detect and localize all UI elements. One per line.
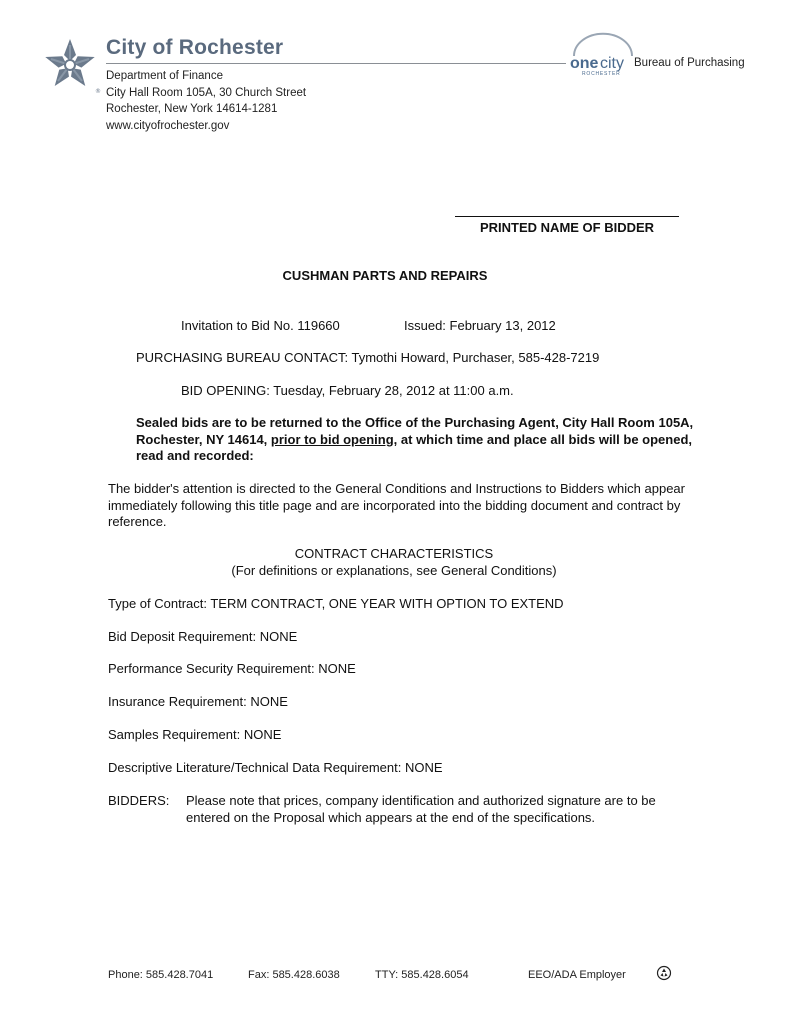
performance-security-requirement: Performance Security Requirement: NONE bbox=[108, 661, 356, 676]
insurance-requirement: Insurance Requirement: NONE bbox=[108, 694, 288, 709]
city-of-rochester-logo-icon bbox=[40, 35, 100, 95]
contract-characteristics-heading: CONTRACT CHARACTERISTICS bbox=[294, 546, 494, 561]
department-name: Department of Finance bbox=[106, 70, 223, 82]
sealed-bids-notice bbox=[136, 415, 696, 465]
sealed-notice-underlined: prior to bid opening bbox=[270, 431, 394, 447]
recycle-seal-icon bbox=[656, 965, 672, 981]
address-line-2: Rochester, New York 14614-1281 bbox=[106, 103, 278, 115]
purchasing-contact: PURCHASING BUREAU CONTACT: Tymothi Howard, Purchaser, 585-428-7219 bbox=[136, 350, 600, 365]
bureau-name: Bureau of Purchasing bbox=[634, 57, 745, 69]
sealed-notice-part2: , at which time and place all bids will be opened, read and recorded: bbox=[136, 431, 693, 463]
onecity-logo bbox=[566, 38, 638, 78]
footer-fax: Fax: 585.428.6038 bbox=[248, 969, 340, 981]
onecity-word-city: city bbox=[600, 55, 624, 72]
bidders-note: Please note that prices, company identification and authorized signature are to be entered on the Proposal which appears at the end of the specifications. bbox=[186, 793, 656, 825]
samples-requirement: Samples Requirement: NONE bbox=[108, 727, 282, 742]
contract-type: Type of Contract: TERM CONTRACT, ONE YEAR WITH OPTION TO EXTEND bbox=[108, 596, 564, 611]
org-name: City of Rochester bbox=[106, 36, 284, 59]
bidder-name-line bbox=[455, 216, 679, 217]
issued-date: Issued: February 13, 2012 bbox=[404, 318, 556, 333]
bidder-name-label: PRINTED NAME OF BIDDER bbox=[480, 220, 655, 235]
website: www.cityofrochester.gov bbox=[106, 119, 230, 132]
invitation-number: Invitation to Bid No. 119660 bbox=[181, 318, 340, 333]
attention-paragraph: The bidder's attention is directed to the General Conditions and Instructions to Bidders which appear immediately following this title page and are incorporated into the bidding document and contract by reference. bbox=[108, 481, 685, 529]
bid-opening: BID OPENING: Tuesday, February 28, 2012 at 11:00 a.m. bbox=[181, 383, 514, 398]
bidders-label: BIDDERS: bbox=[108, 793, 170, 808]
footer-eeo: EEO/ADA Employer bbox=[528, 969, 626, 981]
header-divider bbox=[106, 63, 566, 64]
descriptive-literature-requirement: Descriptive Literature/Technical Data Requirement: NONE bbox=[108, 760, 443, 775]
onecity-word-one: one bbox=[570, 55, 599, 72]
address-line-1: City Hall Room 105A, 30 Church Street bbox=[106, 86, 307, 99]
bid-deposit-requirement: Bid Deposit Requirement: NONE bbox=[108, 629, 298, 644]
project-title: CUSHMAN PARTS AND REPAIRS bbox=[282, 268, 488, 283]
contract-characteristics-subheading: (For definitions or explanations, see General Conditions) bbox=[231, 563, 557, 578]
address-block bbox=[106, 68, 306, 134]
footer-tty: TTY: 585.428.6054 bbox=[375, 969, 469, 981]
sealed-notice-part1: Sealed bids are to be returned to the Office of the Purchasing Agent, City Hall Room 105A, Rochester, NY 14614, bbox=[136, 415, 694, 447]
footer-phone: Phone: 585.428.7041 bbox=[108, 969, 214, 981]
svg-text:®: ® bbox=[95, 88, 101, 95]
onecity-sub: ROCHESTER bbox=[582, 71, 621, 77]
